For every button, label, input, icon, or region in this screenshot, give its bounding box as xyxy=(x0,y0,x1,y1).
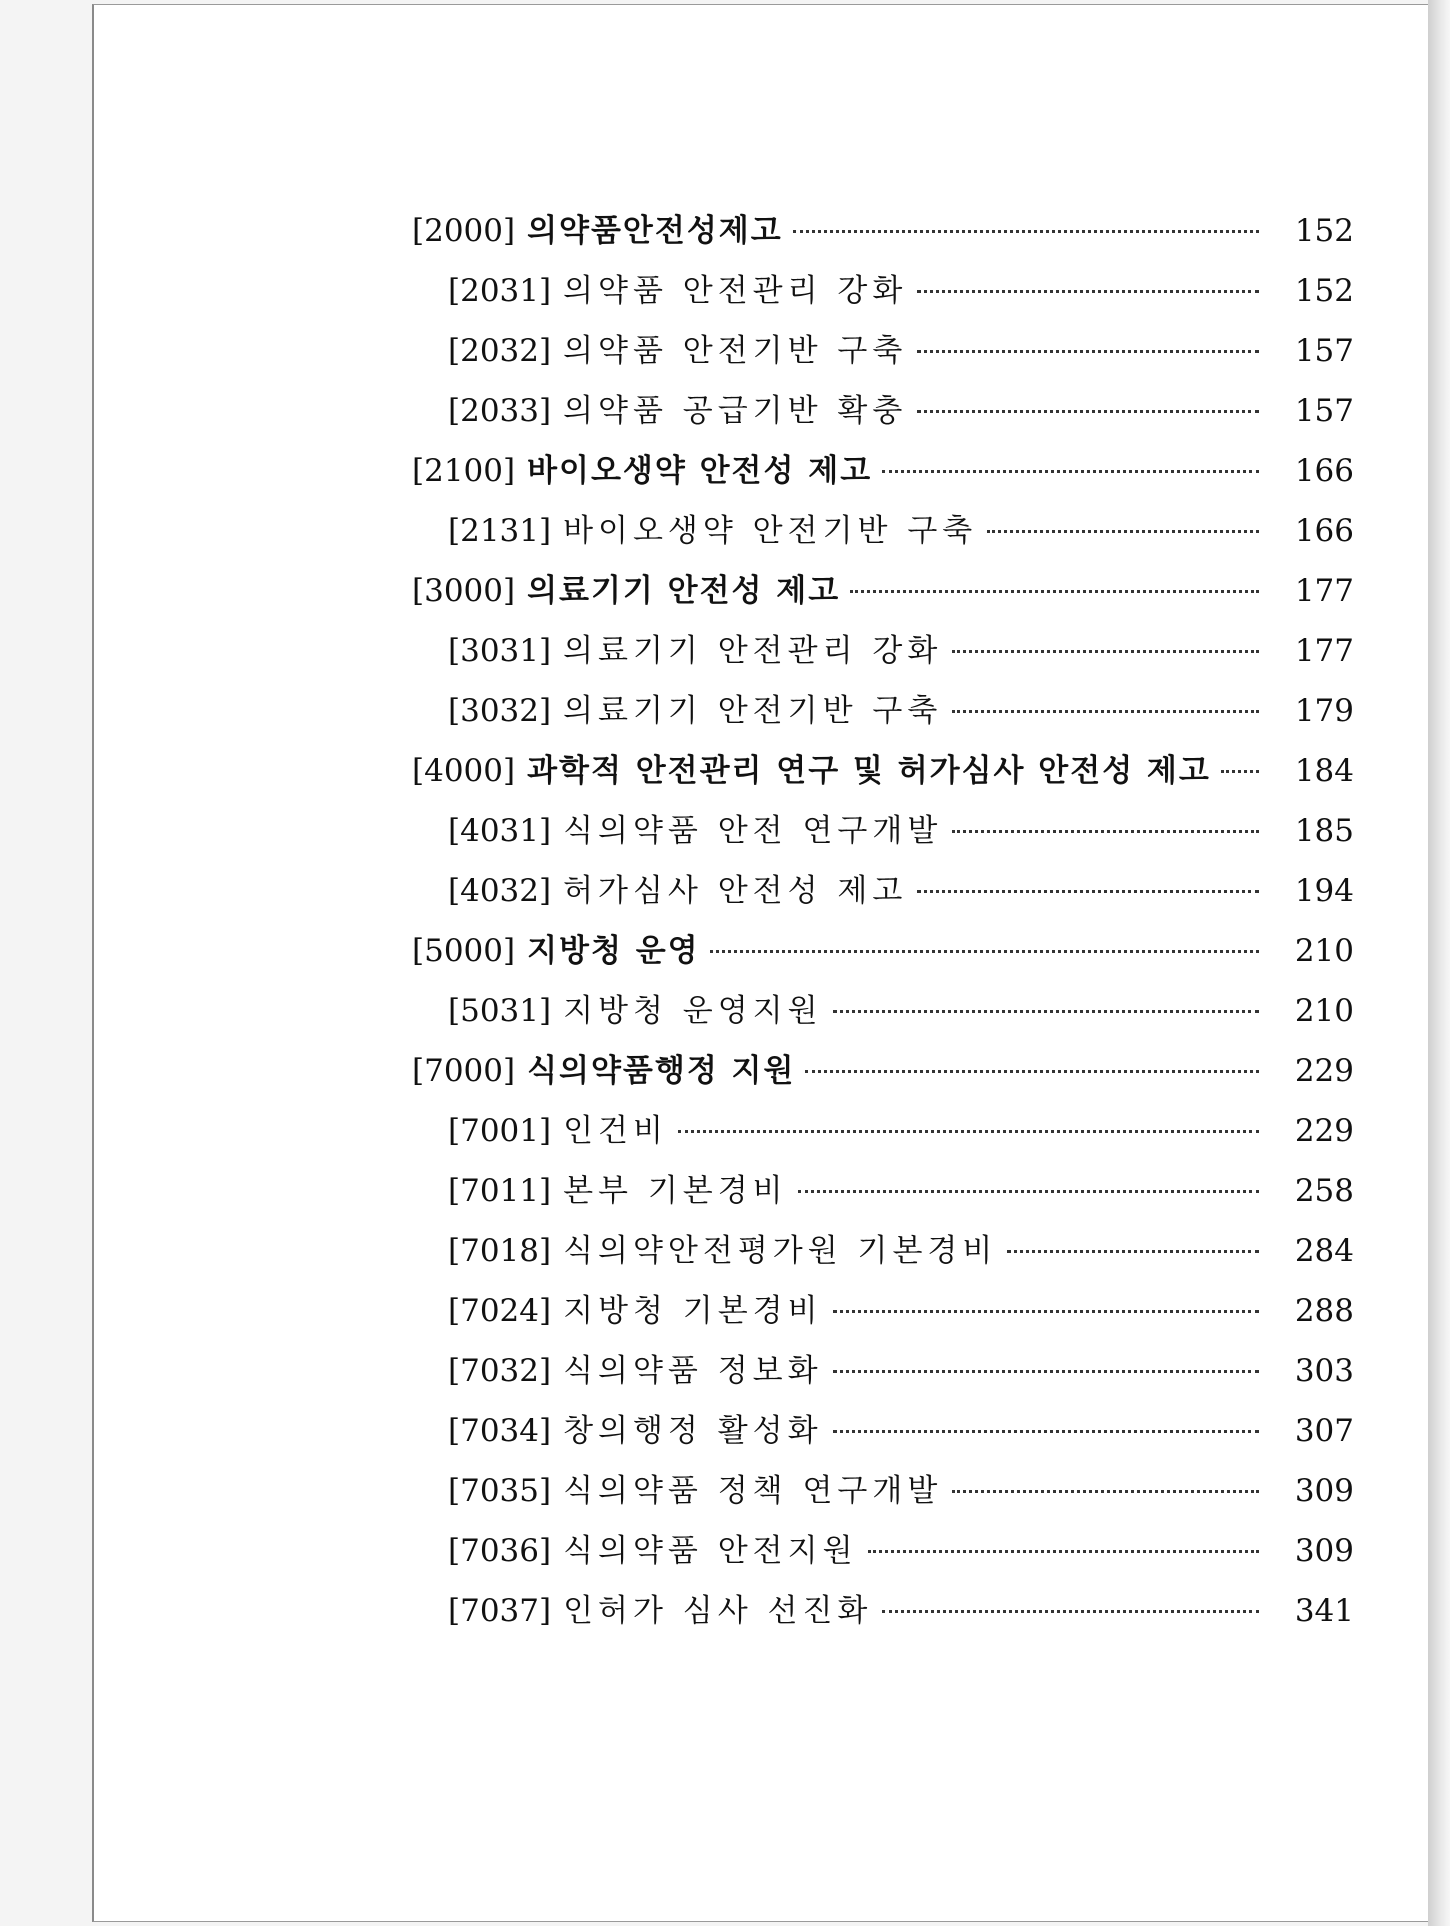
toc-entry-page-number: 166 xyxy=(1294,453,1354,489)
toc-entry-page-number: 229 xyxy=(1294,1113,1354,1149)
toc-entry-page-number: 177 xyxy=(1294,573,1354,609)
toc-entry-title: 바이오생약 안전성 제고 xyxy=(527,453,873,489)
toc-entry-code: [2131] xyxy=(448,513,552,549)
toc-entry-title: 의료기기 안전기반 구축 xyxy=(563,693,943,729)
toc-entry-title: 본부 기본경비 xyxy=(563,1173,788,1209)
table-of-contents xyxy=(412,205,1354,1645)
dot-leader xyxy=(882,470,1259,473)
toc-entry-code: [7000] xyxy=(412,1053,516,1089)
toc-entry-title: 의약품 안전기반 구축 xyxy=(563,333,908,369)
toc-section-entry[interactable] xyxy=(412,205,1354,265)
toc-entry-title: 지방청 운영 xyxy=(527,933,700,969)
toc-entry-page-number: 210 xyxy=(1294,933,1354,969)
toc-entry-page-number: 309 xyxy=(1294,1473,1354,1509)
toc-entry-title: 식의약품 정책 연구개발 xyxy=(563,1473,943,1509)
dot-leader xyxy=(793,230,1259,233)
toc-entry-code: [7024] xyxy=(448,1293,552,1329)
toc-entry-title: 지방청 운영지원 xyxy=(563,993,823,1029)
dot-leader xyxy=(952,650,1259,653)
dot-leader xyxy=(1221,770,1259,773)
toc-entry-code: [2032] xyxy=(448,333,552,369)
dot-leader xyxy=(798,1190,1259,1193)
toc-entry-code: [4000] xyxy=(412,753,516,789)
toc-section-entry[interactable] xyxy=(412,565,1354,625)
toc-subsection-entry[interactable] xyxy=(412,1585,1354,1645)
dot-leader xyxy=(917,410,1259,413)
toc-entry-title: 의약품 안전관리 강화 xyxy=(563,273,908,309)
toc-subsection-entry[interactable] xyxy=(412,265,1354,325)
toc-entry-code: [7032] xyxy=(448,1353,552,1389)
toc-section-entry[interactable] xyxy=(412,1045,1354,1105)
toc-entry-code: [4032] xyxy=(448,873,552,909)
toc-subsection-entry[interactable] xyxy=(412,625,1354,685)
toc-entry-page-number: 284 xyxy=(1294,1233,1354,1269)
dot-leader xyxy=(952,710,1259,713)
toc-entry-code: [2033] xyxy=(448,393,552,429)
dot-leader xyxy=(987,530,1259,533)
toc-subsection-entry[interactable] xyxy=(412,805,1354,865)
toc-entry-page-number: 303 xyxy=(1294,1353,1354,1389)
toc-section-entry[interactable] xyxy=(412,925,1354,985)
dot-leader xyxy=(833,1370,1259,1373)
toc-entry-page-number: 229 xyxy=(1294,1053,1354,1089)
dot-leader xyxy=(917,290,1259,293)
toc-entry-title: 식의약품 안전지원 xyxy=(563,1533,858,1569)
toc-entry-page-number: 185 xyxy=(1294,813,1354,849)
dot-leader xyxy=(882,1610,1258,1613)
toc-entry-title: 바이오생약 안전기반 구축 xyxy=(563,513,978,549)
toc-entry-code: [7018] xyxy=(448,1233,552,1269)
toc-entry-page-number: 166 xyxy=(1294,513,1354,549)
toc-entry-title: 식의약품행정 지원 xyxy=(527,1053,796,1089)
toc-entry-title: 지방청 기본경비 xyxy=(563,1293,823,1329)
toc-entry-code: [7001] xyxy=(448,1113,552,1149)
toc-entry-page-number: 288 xyxy=(1294,1293,1354,1329)
toc-entry-page-number: 179 xyxy=(1294,693,1354,729)
dot-leader xyxy=(1007,1250,1259,1253)
dot-leader xyxy=(710,950,1259,953)
toc-entry-page-number: 194 xyxy=(1294,873,1354,909)
toc-entry-page-number: 184 xyxy=(1294,753,1354,789)
toc-entry-page-number: 309 xyxy=(1294,1533,1354,1569)
toc-subsection-entry[interactable] xyxy=(412,1465,1354,1525)
toc-entry-title: 식의약품 안전 연구개발 xyxy=(563,813,943,849)
dot-leader xyxy=(805,1070,1258,1073)
dot-leader xyxy=(850,590,1259,593)
toc-entry-title: 인허가 심사 선진화 xyxy=(563,1593,873,1629)
toc-entry-title: 의료기기 안전성 제고 xyxy=(527,573,841,609)
toc-entry-code: [2100] xyxy=(412,453,516,489)
toc-entry-title: 의약품 공급기반 확충 xyxy=(563,393,908,429)
toc-subsection-entry[interactable] xyxy=(412,1525,1354,1585)
page-edge-shadow xyxy=(1428,0,1450,1926)
toc-entry-page-number: 152 xyxy=(1294,273,1354,309)
toc-section-entry[interactable] xyxy=(412,745,1354,805)
toc-entry-code: [4031] xyxy=(448,813,552,849)
toc-entry-code: [2031] xyxy=(448,273,552,309)
toc-entry-page-number: 157 xyxy=(1294,393,1354,429)
toc-section-entry[interactable] xyxy=(412,445,1354,505)
toc-subsection-entry[interactable] xyxy=(412,1405,1354,1465)
dot-leader xyxy=(833,1430,1259,1433)
toc-entry-title: 인건비 xyxy=(563,1113,668,1149)
dot-leader xyxy=(833,1010,1259,1013)
toc-entry-code: [7035] xyxy=(448,1473,552,1509)
toc-entry-title: 식의약품 정보화 xyxy=(563,1353,823,1389)
toc-entry-title: 의료기기 안전관리 강화 xyxy=(563,633,943,669)
toc-subsection-entry[interactable] xyxy=(412,1345,1354,1405)
toc-entry-page-number: 307 xyxy=(1294,1413,1354,1449)
toc-entry-title: 창의행정 활성화 xyxy=(563,1413,823,1449)
dot-leader xyxy=(868,1550,1259,1553)
toc-entry-title: 의약품안전성제고 xyxy=(527,213,783,249)
toc-entry-code: [7034] xyxy=(448,1413,552,1449)
toc-entry-code: [5000] xyxy=(412,933,516,969)
toc-entry-title: 허가심사 안전성 제고 xyxy=(563,873,908,909)
toc-subsection-entry[interactable] xyxy=(412,685,1354,745)
toc-entry-page-number: 157 xyxy=(1294,333,1354,369)
dot-leader xyxy=(678,1130,1259,1133)
toc-subsection-entry[interactable] xyxy=(412,985,1354,1045)
toc-entry-code: [5031] xyxy=(448,993,552,1029)
toc-entry-page-number: 341 xyxy=(1294,1593,1354,1629)
toc-entry-title: 식의약안전평가원 기본경비 xyxy=(563,1233,998,1269)
toc-entry-page-number: 258 xyxy=(1294,1173,1354,1209)
toc-entry-page-number: 177 xyxy=(1294,633,1354,669)
toc-entry-code: [7011] xyxy=(448,1173,552,1209)
toc-entry-title: 과학적 안전관리 연구 및 허가심사 안전성 제고 xyxy=(527,753,1211,789)
toc-entry-code: [7037] xyxy=(448,1593,552,1629)
toc-subsection-entry[interactable] xyxy=(412,1165,1354,1225)
toc-subsection-entry[interactable] xyxy=(412,1105,1354,1165)
dot-leader xyxy=(952,830,1259,833)
toc-entry-code: [3031] xyxy=(448,633,552,669)
toc-subsection-entry[interactable] xyxy=(412,325,1354,385)
toc-subsection-entry[interactable] xyxy=(412,865,1354,925)
dot-leader xyxy=(833,1310,1259,1313)
toc-entry-code: [2000] xyxy=(412,213,516,249)
toc-subsection-entry[interactable] xyxy=(412,385,1354,445)
dot-leader xyxy=(917,890,1259,893)
toc-subsection-entry[interactable] xyxy=(412,1225,1354,1285)
toc-subsection-entry[interactable] xyxy=(412,505,1354,565)
toc-entry-page-number: 152 xyxy=(1294,213,1354,249)
toc-entry-code: [3000] xyxy=(412,573,516,609)
document-page xyxy=(92,4,1428,1922)
toc-entry-code: [3032] xyxy=(448,693,552,729)
toc-entry-code: [7036] xyxy=(448,1533,552,1569)
toc-subsection-entry[interactable] xyxy=(412,1285,1354,1345)
dot-leader xyxy=(952,1490,1259,1493)
dot-leader xyxy=(917,350,1259,353)
toc-entry-page-number: 210 xyxy=(1294,993,1354,1029)
